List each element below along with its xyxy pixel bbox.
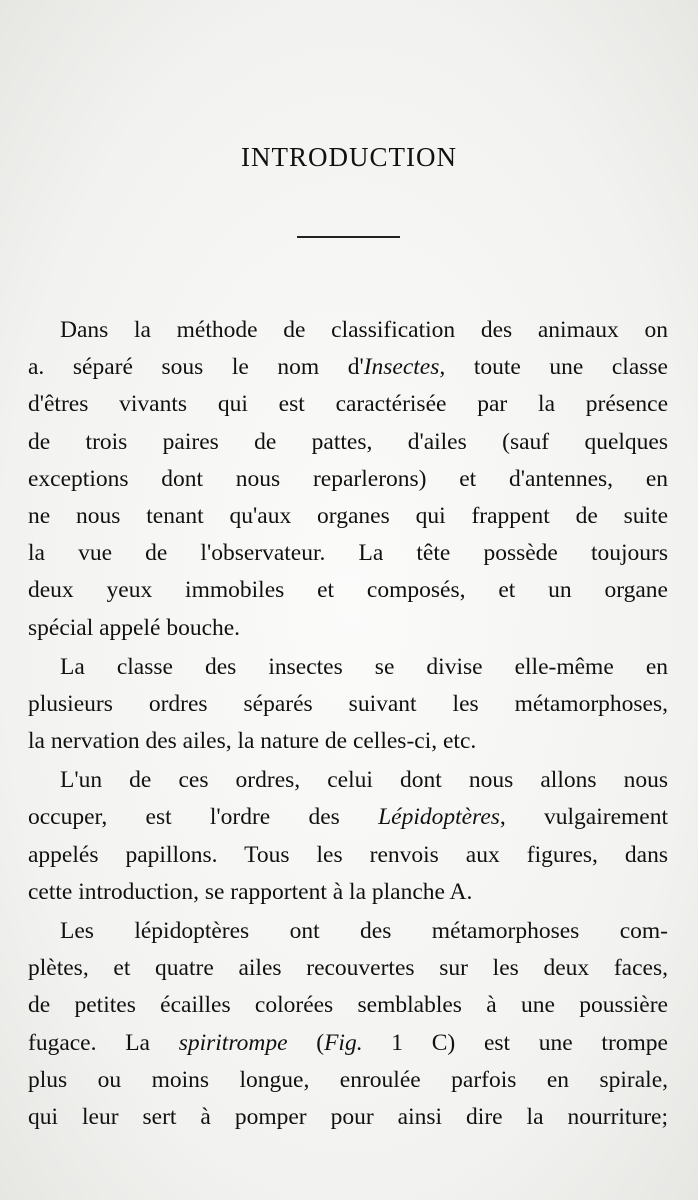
text-line (28, 535, 668, 572)
text-line (28, 386, 668, 423)
text-span: 1 C) est une trompe (362, 1029, 668, 1056)
text-span: Les lépidoptères ont des métamorphoses com- (60, 918, 668, 944)
text-span: plus ou moins longue, enroulée parfois en spirale, (28, 1066, 668, 1093)
text-line (28, 312, 668, 349)
title-rule (297, 236, 400, 238)
text-line (28, 837, 668, 874)
text-span: appelés papillons. Tous les renvois aux figures, dans (28, 841, 668, 868)
text-span: qui leur sert à pomper pour ainsi dire la nourriture; (28, 1103, 668, 1130)
text-span: fugace. La (28, 1029, 179, 1056)
text-span: ( (287, 1029, 325, 1056)
text-span: Dans la méthode de classification des animaux on (60, 317, 668, 343)
italic-text: Lépidoptères (378, 804, 500, 831)
text-line (28, 610, 668, 647)
text-span: deux yeux immobiles et composés, et un organe (28, 577, 668, 604)
text-span: plètes, et quatre ailes recouvertes sur les deux faces, (28, 955, 668, 982)
text-line (28, 913, 668, 950)
italic-text: Insectes, (363, 354, 446, 381)
text-span: occuper, est l'ordre des (28, 804, 379, 831)
text-line (28, 498, 668, 535)
text-line (28, 1062, 668, 1099)
text-span: La classe des insectes se divise elle-même en (60, 653, 668, 680)
text-line (28, 461, 668, 498)
text-span: plusieurs ordres séparés suivant les métamorphoses, (28, 690, 668, 717)
italic-text: spiritrompe (178, 1029, 288, 1056)
text-span: cette introduction, se rapportent à la planche A. (28, 878, 473, 905)
text-line (28, 987, 668, 1024)
text-span: d'êtres vivants qui est caractérisée par la présence (28, 391, 668, 418)
italic-text: Fig. (324, 1029, 363, 1056)
text-line (28, 1099, 668, 1136)
text-line (28, 950, 668, 987)
text-line (28, 799, 668, 836)
text-span: la nervation des ailes, la nature de celles-ci, etc. (28, 728, 477, 755)
text-line (28, 349, 668, 386)
text-span: L'un de ces ordres, celui dont nous allons nous (60, 767, 668, 794)
text-span: de trois paires de pattes, d'ailes (sauf quelques (28, 428, 668, 455)
text-span: , vulgairement (499, 804, 669, 831)
text-span: exceptions dont nous reparlerons) et d'antennes, en (28, 465, 668, 492)
text-line (28, 874, 668, 911)
text-span: ne nous tenant qu'aux organes qui frappent de suite (28, 502, 668, 529)
text-line (28, 424, 668, 461)
text-line (28, 686, 668, 723)
text-span: de petites écailles colorées semblables à une poussière (28, 992, 668, 1019)
text-span: spécial appelé bouche. (28, 614, 241, 641)
text-line (28, 1025, 668, 1062)
text-line (28, 723, 668, 760)
text-line (28, 762, 668, 799)
text-span: la vue de l'observateur. La tête possède toujours (28, 540, 668, 567)
text-span: a. séparé sous le nom d' (28, 354, 364, 381)
text-line (28, 572, 668, 609)
page-title: INTRODUCTION (241, 142, 457, 172)
text-span: toute une classe (445, 354, 668, 381)
text-line (28, 649, 668, 686)
body-text (28, 312, 668, 1136)
